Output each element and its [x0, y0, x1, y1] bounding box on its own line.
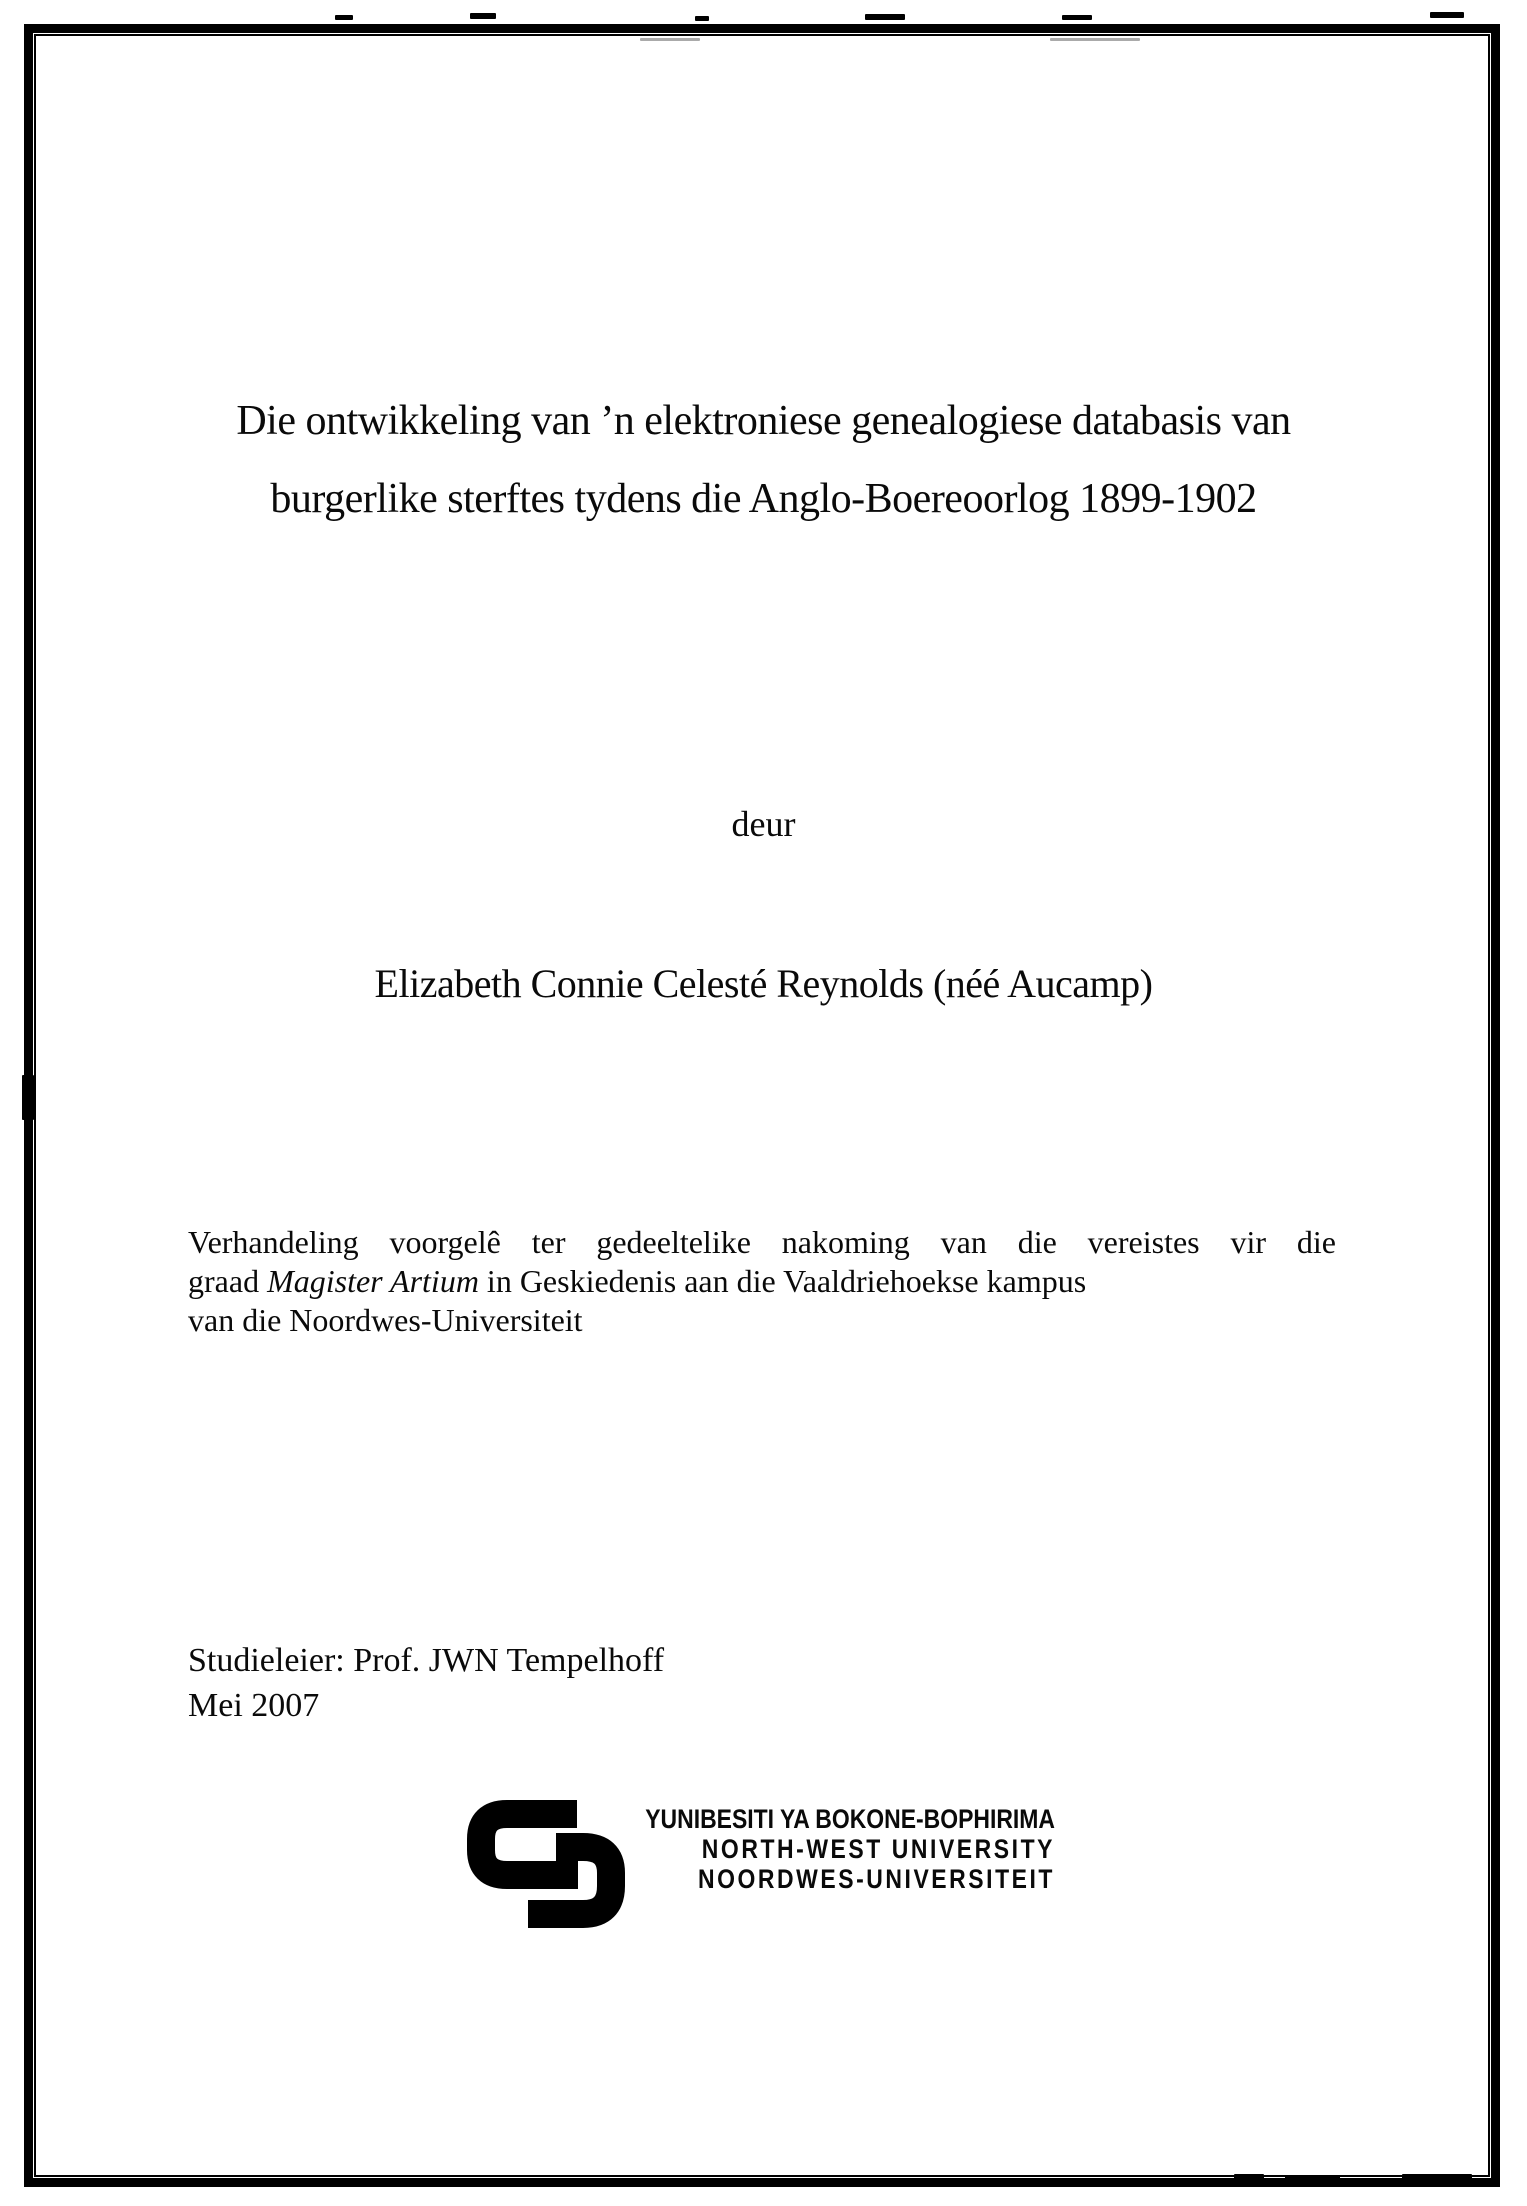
scan-artifact [22, 1075, 34, 1120]
scan-artifact [640, 38, 700, 41]
scan-artifact [865, 14, 905, 20]
author-name: Elizabeth Connie Celesté Reynolds (néé Aucamp) [374, 961, 1153, 1006]
scan-artifact [470, 13, 496, 19]
declaration-line-2-pre: graad [188, 1263, 268, 1299]
declaration-line-2-post: in Geskiedenis aan die Vaaldriehoekse kampus [478, 1263, 1087, 1299]
declaration-line-1: Verhandeling voorgelê ter gedeeltelike nakoming van die vereistes vir die [188, 1224, 1336, 1260]
date-line: Mei 2007 [188, 1687, 320, 1724]
supervisor-line: Studieleier: Prof. JWN Tempelhoff [188, 1642, 665, 1679]
scan-artifact [1285, 2175, 1340, 2182]
university-logo-text [554, 1804, 1056, 1894]
title-line-1: Die ontwikkeling van ’n elektroniese genealogiese databasis van [236, 398, 1291, 444]
scan-artifact [335, 15, 353, 20]
scan-artifact [695, 16, 709, 21]
scan-artifact [1402, 2174, 1472, 2181]
byline-label: deur [731, 804, 796, 844]
logo-line-setswana: YUNIBESITI YA BOKONE-BOPHIRIMA [645, 1804, 1055, 1834]
logo-line-english: NORTH-WEST UNIVERSITY [701, 1834, 1055, 1864]
thesis-title [60, 382, 1467, 538]
logo-line-afrikaans: NOORDWES-UNIVERSITEIT [697, 1864, 1055, 1894]
university-logo [465, 1795, 1105, 1940]
declaration-line-3: van die Noordwes-Universiteit [188, 1302, 583, 1338]
scan-artifact [1234, 2174, 1264, 2180]
scan-artifact [1430, 12, 1464, 18]
degree-declaration [188, 1223, 1336, 1340]
declaration-line-2 [188, 1262, 1336, 1301]
degree-name: Magister Artium [267, 1263, 479, 1299]
scan-artifact [1050, 38, 1140, 41]
supervisor-block [188, 1638, 664, 1728]
scan-artifact [1062, 15, 1092, 20]
title-line-2: burgerlike sterftes tydens die Anglo-Boereoorlog 1899-1902 [270, 476, 1257, 522]
